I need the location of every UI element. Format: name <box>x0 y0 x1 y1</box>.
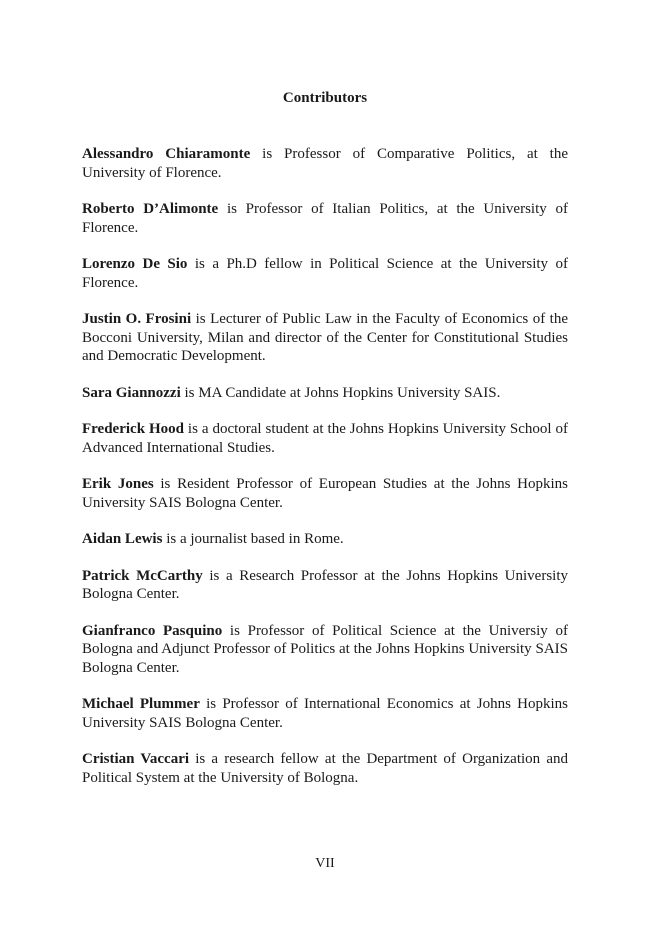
contributor-name: Roberto D’Alimonte <box>82 201 219 217</box>
contributor-entry <box>82 475 568 512</box>
contributor-entry <box>82 145 568 182</box>
contributor-bio: is Professor of Comparative Politics, at the University of Florence. <box>82 146 569 181</box>
contributor-entry <box>82 695 568 732</box>
contributor-name: Aidan Lewis <box>82 531 163 547</box>
contributor-entry <box>82 310 568 366</box>
contributor-bio: is Professor of Political Science at the Universiy of Bologna and Adjunct Professor of Politics at the Johns Hopkins University SAIS Bologna Center. <box>82 622 568 676</box>
contributor-entry <box>82 384 568 403</box>
contributor-bio: is Professor of Italian Politics, at the University of Florence. <box>82 201 568 236</box>
page-title: Contributors <box>282 90 368 106</box>
contributor-bio: is a journalist based in Rome. <box>166 531 344 547</box>
contributor-name: Gianfranco Pasquino <box>82 622 223 639</box>
contributor-entry <box>82 420 568 457</box>
contributor-name: Cristian Vaccari <box>82 751 190 767</box>
contributor-bio: is MA Candidate at Johns Hopkins University SAIS. <box>184 384 501 401</box>
contributor-name: Alessandro Chiaramonte <box>82 146 251 162</box>
contributor-bio: is Professor of International Economics at Johns Hopkins University SAIS Bologna Center. <box>82 696 568 731</box>
contributor-name: Sara Giannozzi <box>82 384 181 401</box>
contributor-entry <box>82 200 568 237</box>
page-number: VII <box>315 856 335 871</box>
contributor-bio: is a research fellow at the Department of Organization and Political System at the University of Bologna. <box>82 751 568 786</box>
contributor-bio: is a Research Professor at the Johns Hopkins University Bologna Center. <box>82 567 568 602</box>
contributor-bio: is Resident Professor of European Studies at the Johns Hopkins University SAIS Bologna Center. <box>82 476 569 511</box>
contributor-entry <box>82 622 568 678</box>
contributors-list <box>82 145 568 805</box>
contributor-bio: is Lecturer of Public Law in the Faculty of Economics of the Bocconi University, Milan and director of the Center for Constitutional Studies and Democratic Development. <box>82 311 569 364</box>
contributor-name: Lorenzo De Sio <box>82 256 188 272</box>
contributor-entry <box>82 530 568 549</box>
contributor-name: Erik Jones <box>82 476 154 492</box>
contributor-bio: is a doctoral student at the Johns Hopkins University School of Advanced International Studies. <box>82 421 569 456</box>
contributor-bio: is a Ph.D fellow in Political Science at the University of Florence. <box>82 256 568 291</box>
contributor-name: Michael Plummer <box>82 696 200 712</box>
contributor-name: Frederick Hood <box>82 421 184 437</box>
contributor-name: Justin O. Frosini <box>82 311 192 327</box>
contributor-name: Patrick McCarthy <box>82 567 203 584</box>
contributor-entry <box>82 567 568 604</box>
contributor-entry <box>82 255 568 292</box>
contributor-entry <box>82 750 568 787</box>
